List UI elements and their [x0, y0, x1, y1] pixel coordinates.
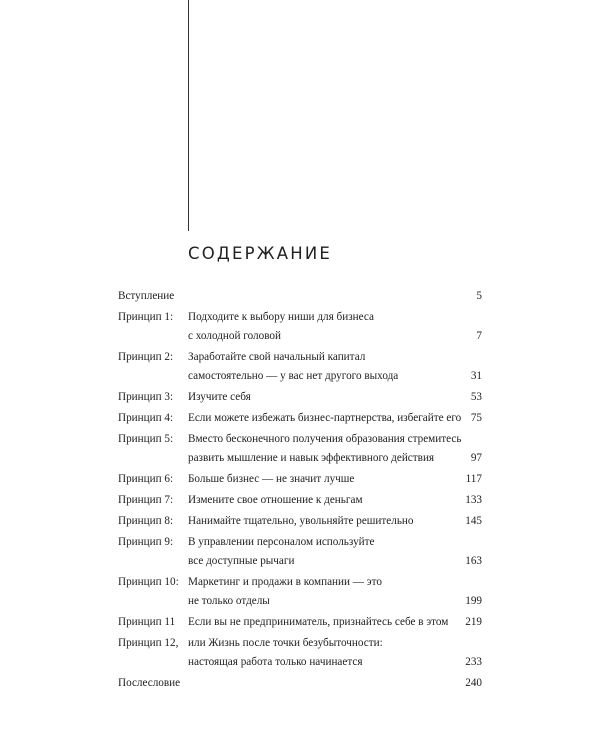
- toc-entry-principle-5: [118, 430, 482, 468]
- toc-page-number: 5: [476, 290, 482, 302]
- toc-entry-text: не только отделы: [188, 595, 270, 607]
- vertical-rule: [188, 0, 189, 231]
- toc-entry-principle-8: [118, 512, 482, 531]
- toc-entry-text: Если можете избежать бизнес-партнерства, избегайте его: [188, 412, 462, 424]
- toc-entry-principle-1: [118, 308, 482, 346]
- toc-page-number: 7: [476, 330, 482, 342]
- contents-title: СОДЕРЖАНИЕ: [188, 244, 333, 263]
- toc-entry-text: или Жизнь после точки безубыточности:: [188, 637, 383, 649]
- toc-entry-principle-11: [118, 613, 482, 632]
- toc-entry-label: Принцип 3:: [118, 391, 174, 403]
- toc-entry-label: Принцип 5:: [118, 433, 174, 445]
- toc-entry-principle-4: [118, 409, 482, 428]
- toc-page-number: 31: [470, 370, 482, 382]
- toc-entry-text: Если вы не предприниматель, признайтесь себе в этом: [188, 616, 449, 628]
- toc-entry-principle-3: [118, 388, 482, 407]
- toc-page-number: 53: [470, 391, 482, 403]
- toc-entry-text: самостоятельно — у вас нет другого выхода: [188, 370, 399, 382]
- toc-page-number: 133: [465, 494, 482, 506]
- toc-entry-text: все доступные рычаги: [188, 555, 295, 567]
- toc-entry-label: Принцип 4:: [118, 412, 174, 424]
- toc-entry-label: Принцип 11: [118, 616, 176, 628]
- toc-entry-principle-2: [118, 348, 482, 386]
- toc-entry-text: Заработайте свой начальный капитал: [188, 351, 366, 363]
- toc-entry-principle-10: [118, 573, 482, 611]
- toc-entry-text: В управлении персоналом используйте: [188, 536, 375, 548]
- toc-entry-label: Принцип 6:: [118, 473, 174, 485]
- toc-page-number: 97: [470, 452, 482, 464]
- toc-page-number: 219: [465, 616, 482, 628]
- toc-entry-text: Изучите себя: [188, 391, 251, 403]
- toc-page-number: 75: [470, 412, 482, 424]
- toc-entry-text: Нанимайте тщательно, увольняйте решительно: [188, 515, 414, 527]
- toc-entry-principle-12: [118, 634, 482, 672]
- toc-entry-afterword: [118, 674, 482, 693]
- table-of-contents: [118, 287, 482, 693]
- toc-entry-text: Больше бизнес — не значит лучше: [188, 473, 355, 485]
- toc-page-number: 240: [465, 677, 482, 689]
- toc-page-number: 145: [465, 515, 482, 527]
- toc-page-number: 233: [465, 656, 482, 668]
- toc-entry-label: Вступление: [118, 290, 175, 302]
- toc-entry-text: Маркетинг и продажи в компании — это: [188, 576, 382, 588]
- toc-entry-text: настоящая работа только начинается: [188, 656, 363, 668]
- toc-entry-text: Подходите к выбору ниши для бизнеса: [188, 311, 374, 323]
- toc-entry-label: Принцип 12,: [118, 637, 179, 649]
- toc-entry-label: Послесловие: [118, 677, 181, 689]
- toc-entry-text: развить мышление и навык эффективного действия: [188, 452, 435, 464]
- toc-entry-label: Принцип 9:: [118, 536, 174, 548]
- toc-page-number: 117: [465, 473, 482, 485]
- toc-entry-text: Вместо бесконечного получения образования стремитесь: [188, 433, 462, 445]
- toc-entry-principle-6: [118, 470, 482, 489]
- toc-page-number: 163: [465, 555, 482, 567]
- toc-entry-introduction: [118, 287, 482, 306]
- toc-entry-principle-9: [118, 533, 482, 571]
- toc-entry-text: Измените свое отношение к деньгам: [188, 494, 363, 506]
- toc-entry-label: Принцип 7:: [118, 494, 174, 506]
- toc-entry-text: с холодной головой: [188, 330, 282, 342]
- toc-entry-principle-7: [118, 491, 482, 510]
- toc-entry-label: Принцип 2:: [118, 351, 174, 363]
- toc-entry-label: Принцип 1:: [118, 311, 174, 323]
- toc-entry-label: Принцип 10:: [118, 576, 179, 588]
- toc-entry-label: Принцип 8:: [118, 515, 174, 527]
- toc-page-number: 199: [465, 595, 482, 607]
